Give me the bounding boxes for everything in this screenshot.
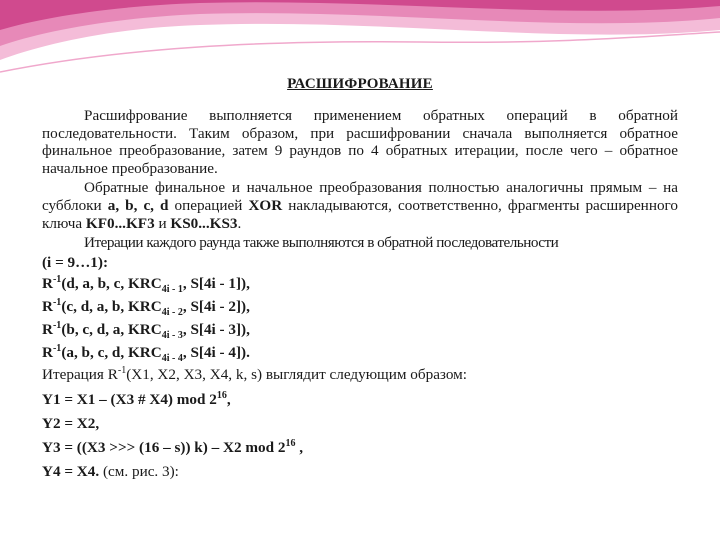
formula-text: Y3 = ((X3 >>> (16 – s)) k) – X2 mod 2 — [42, 438, 286, 456]
figure-reference: (см. рис. 3): — [99, 462, 179, 480]
formula-y4 — [42, 460, 678, 484]
inverse-round-line — [42, 295, 678, 318]
text-fragment: . — [237, 214, 242, 232]
formula-part: -1 — [52, 319, 62, 331]
formula-part: , S[4i - 4]). — [182, 343, 250, 361]
formula-part: R — [42, 320, 53, 338]
formula-part: R — [42, 274, 53, 292]
formula-part: , S[4i - 2]), — [182, 297, 250, 315]
formula-part: 4i - 1 — [161, 283, 183, 295]
superscript: 16 — [216, 389, 227, 401]
inverse-round-formulas — [42, 272, 678, 364]
page-title: РАСШИФРОВАНИЕ — [287, 76, 433, 92]
formula-y1 — [42, 388, 678, 412]
swoosh-thin-line — [0, 32, 720, 72]
formula-part: -1 — [52, 273, 62, 285]
key-fragment-kf: KF0...KF3 — [85, 214, 155, 232]
iteration-range: (i = 9…1): — [42, 253, 109, 271]
iteration-description — [42, 366, 678, 384]
superscript: 16 — [285, 437, 296, 449]
text-fragment: Итерация R — [42, 365, 118, 383]
paragraph-decryption-intro: Расшифрование выполняется применением обратных операций в обратной последовательности. Таким образом, при расшифровании сначала выполняется обратное финальное преобразование, затем 9 раундов по 4 обратных итерации, после чего – обратное начальное преобразование. — [42, 107, 678, 177]
formula-part: 4i - 4 — [161, 352, 183, 364]
text-fragment: операцией — [168, 196, 249, 214]
paragraph-iterations-order: Итерации каждого раунда также выполняются в обратной последовательности — [84, 234, 559, 252]
formula-part: (c, d, a, b, KRC — [61, 297, 162, 315]
formula-part: 4i - 3 — [161, 329, 183, 341]
formula-text: Y4 = X4. — [42, 462, 100, 480]
inverse-round-line — [42, 272, 678, 295]
formula-part: , S[4i - 3]), — [182, 320, 250, 338]
formula-part: (d, a, b, c, KRC — [61, 274, 162, 292]
formula-part: -1 — [52, 342, 62, 354]
document-body — [42, 76, 678, 484]
text-fragment: накладываются, соответственно, фрагменты расширенного ключа — [42, 196, 678, 232]
formula-part: R — [42, 343, 53, 361]
formula-text: , — [226, 390, 231, 408]
formula-y3 — [42, 436, 678, 460]
inverse-round-line — [42, 341, 678, 364]
text-fragment: (X1, X2, X3, X4, k, s) выглядит следующим образом: — [126, 365, 467, 383]
formula-part: , S[4i - 1]), — [182, 274, 250, 292]
formula-part: 4i - 2 — [161, 306, 183, 318]
formula-text: , — [295, 438, 304, 456]
paragraph-final-initial-transform — [42, 179, 678, 232]
formula-y2: Y2 = X2, — [42, 414, 100, 432]
key-fragment-ks: KS0...KS3 — [170, 214, 238, 232]
formula-text: Y1 = X1 – (X3 # X4) mod 2 — [42, 390, 217, 408]
xor-keyword: XOR — [248, 196, 283, 214]
superscript: -1 — [117, 364, 127, 376]
formula-part: R — [42, 297, 53, 315]
text-fragment: Обратные финальное и начальное преобразования полностью аналогичны прямым – на субблоки — [42, 179, 678, 214]
formula-part: -1 — [52, 296, 62, 308]
formula-part: (a, b, c, d, KRC — [61, 343, 162, 361]
text-fragment: и — [154, 214, 171, 232]
inverse-round-line — [42, 318, 678, 341]
formula-part: (b, c, d, a, KRC — [61, 320, 162, 338]
subblock-vars: a, b, c, d — [107, 196, 169, 214]
